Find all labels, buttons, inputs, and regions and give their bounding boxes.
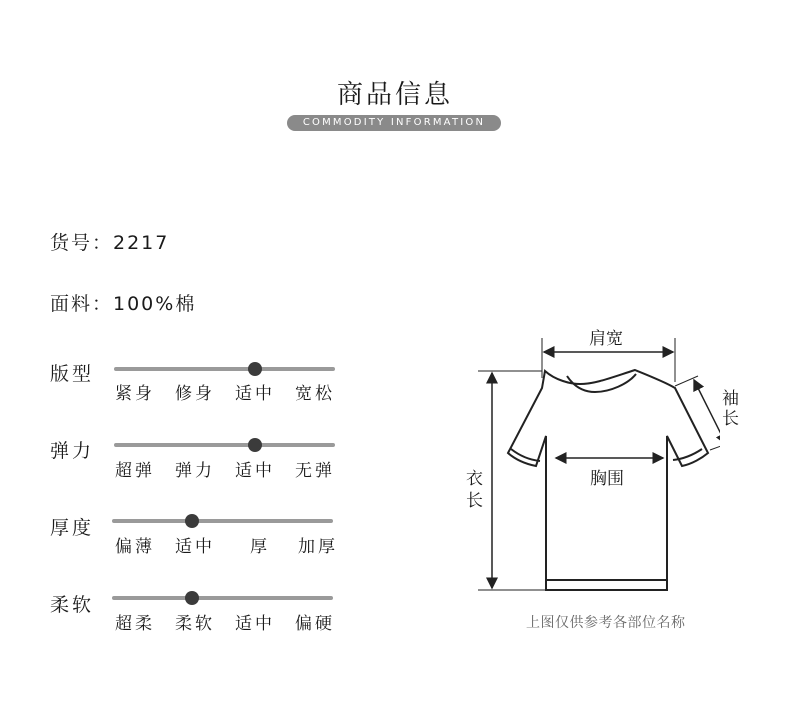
diagram-note: 上图仅供参考各部位名称 (526, 615, 686, 631)
shoulder-label: 肩宽 (589, 329, 623, 349)
elasticity-option-1: 超弹 (115, 461, 155, 481)
softness-option-3: 适中 (235, 614, 275, 634)
thickness-track (112, 519, 333, 523)
softness-option-4: 偏硬 (295, 614, 335, 634)
thickness-knob (185, 514, 199, 528)
fit-option-4: 宽松 (295, 384, 335, 404)
tshirt-outline-icon (470, 318, 720, 603)
subtitle-badge: COMMODITY INFORMATION (287, 115, 501, 131)
thickness-option-4: 加厚 (298, 537, 338, 557)
thickness-option-3: 厚 (250, 537, 270, 557)
softness-option-1: 超柔 (115, 614, 155, 634)
softness-track (112, 596, 333, 600)
length-label-1: 衣 (466, 469, 483, 489)
softness-option-2: 柔软 (175, 614, 215, 634)
elasticity-track (114, 443, 335, 447)
fit-track (114, 367, 335, 371)
chest-label: 胸围 (590, 469, 624, 489)
sleeve-label-1: 袖 (722, 389, 739, 409)
page-title: 商品信息 (336, 80, 453, 110)
fit-option-2: 修身 (175, 384, 215, 404)
softness-label: 柔软 (50, 594, 95, 616)
elasticity-option-3: 适中 (235, 461, 275, 481)
elasticity-option-2: 弹力 (175, 461, 215, 481)
fit-knob (248, 362, 262, 376)
tshirt-diagram (470, 318, 720, 603)
fit-option-1: 紧身 (115, 384, 155, 404)
elasticity-label: 弹力 (50, 440, 95, 462)
elasticity-option-4: 无弹 (295, 461, 335, 481)
fit-option-3: 适中 (235, 384, 275, 404)
item-number: 货号：2217 (50, 232, 170, 254)
length-label-2: 长 (466, 491, 483, 511)
softness-knob (185, 591, 199, 605)
fabric-info: 面料：100%棉 (50, 293, 197, 315)
sleeve-label-2: 长 (722, 409, 739, 429)
fit-label: 版型 (50, 363, 95, 385)
elasticity-knob (248, 438, 262, 452)
thickness-option-2: 适中 (175, 537, 215, 557)
thickness-label: 厚度 (50, 517, 95, 539)
thickness-option-1: 偏薄 (115, 537, 155, 557)
